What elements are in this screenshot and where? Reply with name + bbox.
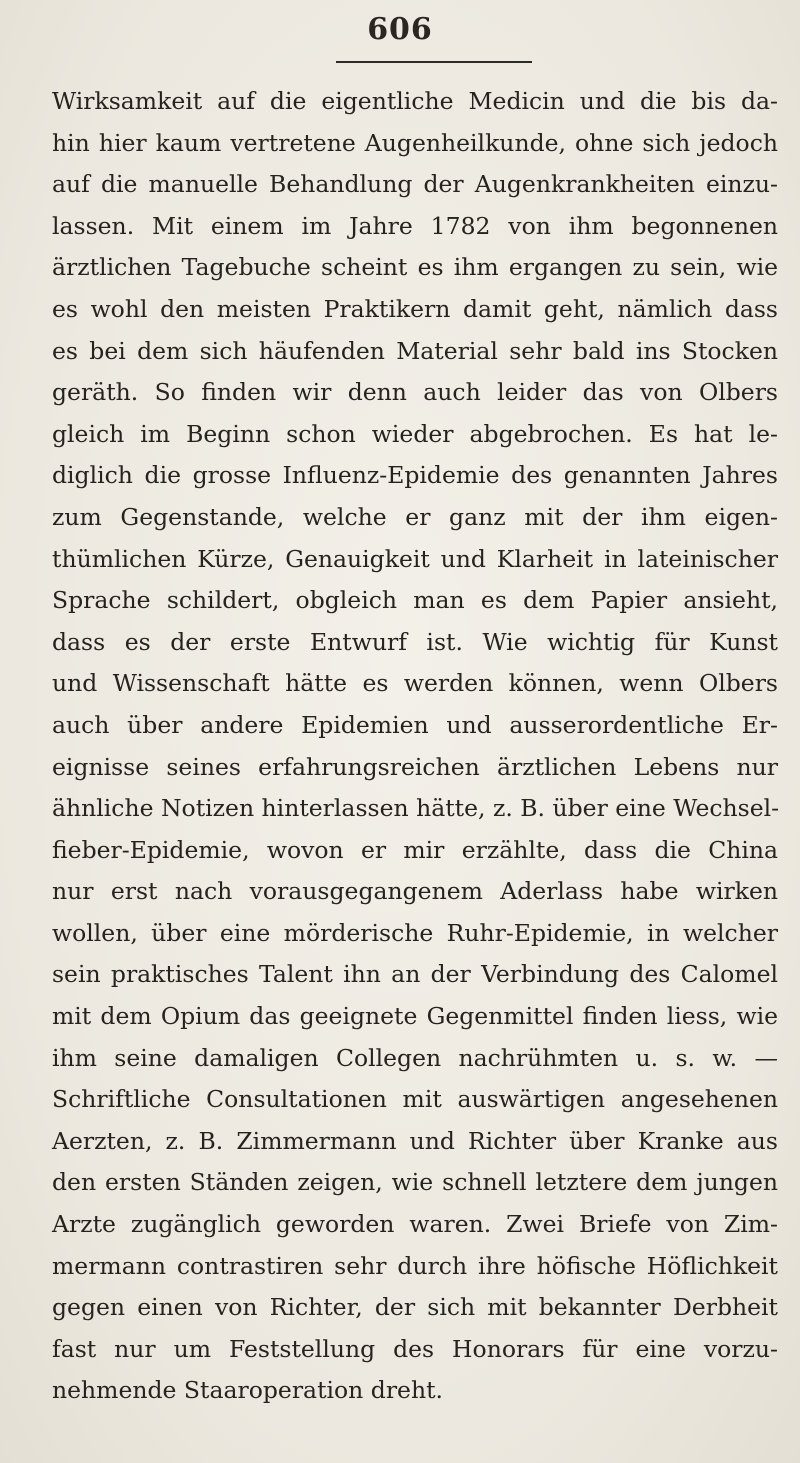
text-line: ärztlichen Tagebuche scheint es ihm ergangen zu sein, wie: [52, 253, 778, 282]
text-line: Schriftliche Consultationen mit auswärtigen angesehenen: [52, 1085, 778, 1114]
text-line: geräth. So finden wir denn auch leider das von Olbers: [52, 378, 778, 407]
text-line: Arzte zugänglich geworden waren. Zwei Briefe von Zim-: [52, 1210, 778, 1239]
text-line: diglich die grosse Influenz-Epidemie des genannten Jahres: [52, 461, 778, 490]
text-line: lassen. Mit einem im Jahre 1782 von ihm begonnenen: [52, 211, 778, 240]
body-text: [52, 81, 778, 1412]
text-line: mermann contrastiren sehr durch ihre höfische Höflichkeit: [52, 1251, 778, 1280]
text-line: Aerzten, z. B. Zimmermann und Richter über Kranke aus: [52, 1126, 778, 1155]
text-line: mit dem Opium das geeignete Gegenmittel finden liess, wie: [52, 1002, 778, 1031]
text-line: zum Gegenstande, welche er ganz mit der ihm eigen-: [52, 502, 778, 531]
text-line: den ersten Ständen zeigen, wie schnell letztere dem jungen: [52, 1168, 778, 1197]
text-line: auch über andere Epidemien und ausserordentliche Er-: [52, 710, 778, 739]
page-number: 606: [367, 12, 433, 47]
text-line: gleich im Beginn schon wieder abgebrochen. Es hat le-: [52, 419, 778, 448]
text-line: es bei dem sich häufenden Material sehr bald ins Stocken: [52, 336, 778, 365]
text-line: dass es der erste Entwurf ist. Wie wichtig für Kunst: [52, 627, 778, 656]
text-line-last: nehmende Staaroperation dreht.: [52, 1376, 444, 1405]
text-line: thümlichen Kürze, Genauigkeit und Klarheit in lateinischer: [52, 544, 778, 573]
text-line: und Wissenschaft hätte es werden können, wenn Olbers: [52, 669, 778, 698]
text-line: Sprache schildert, obgleich man es dem Papier ansieht,: [52, 586, 778, 615]
text-line: gegen einen von Richter, der sich mit bekannter Derbheit: [52, 1293, 778, 1322]
text-line: auf die manuelle Behandlung der Augenkrankheiten einzu-: [52, 170, 778, 199]
text-line: fieber-Epidemie, wovon er mir erzählte, dass die China: [52, 835, 778, 864]
text-line: fast nur um Feststellung des Honorars für eine vorzu-: [52, 1334, 778, 1363]
header-rule: [336, 61, 532, 63]
text-line: ähnliche Notizen hinterlassen hätte, z. B. über eine Wechsel-: [52, 794, 780, 823]
text-line: nur erst nach vorausgegangenem Aderlass habe wirken: [52, 877, 778, 906]
text-line: sein praktisches Talent ihn an der Verbindung des Calomel: [52, 960, 778, 989]
text-line: Wirksamkeit auf die eigentliche Medicin und die bis da-: [52, 87, 778, 115]
text-line: es wohl den meisten Praktikern damit geht, nämlich dass: [52, 294, 778, 323]
text-line: eignisse seines erfahrungsreichen ärztlichen Lebens nur: [52, 752, 778, 781]
text-line: ihm seine damaligen Collegen nachrühmten u. s. w. —: [52, 1043, 778, 1072]
text-line: wollen, über eine mörderische Ruhr-Epidemie, in welcher: [52, 918, 778, 947]
text-line: hin hier kaum vertretene Augenheilkunde, ohne sich jedoch: [52, 128, 778, 157]
